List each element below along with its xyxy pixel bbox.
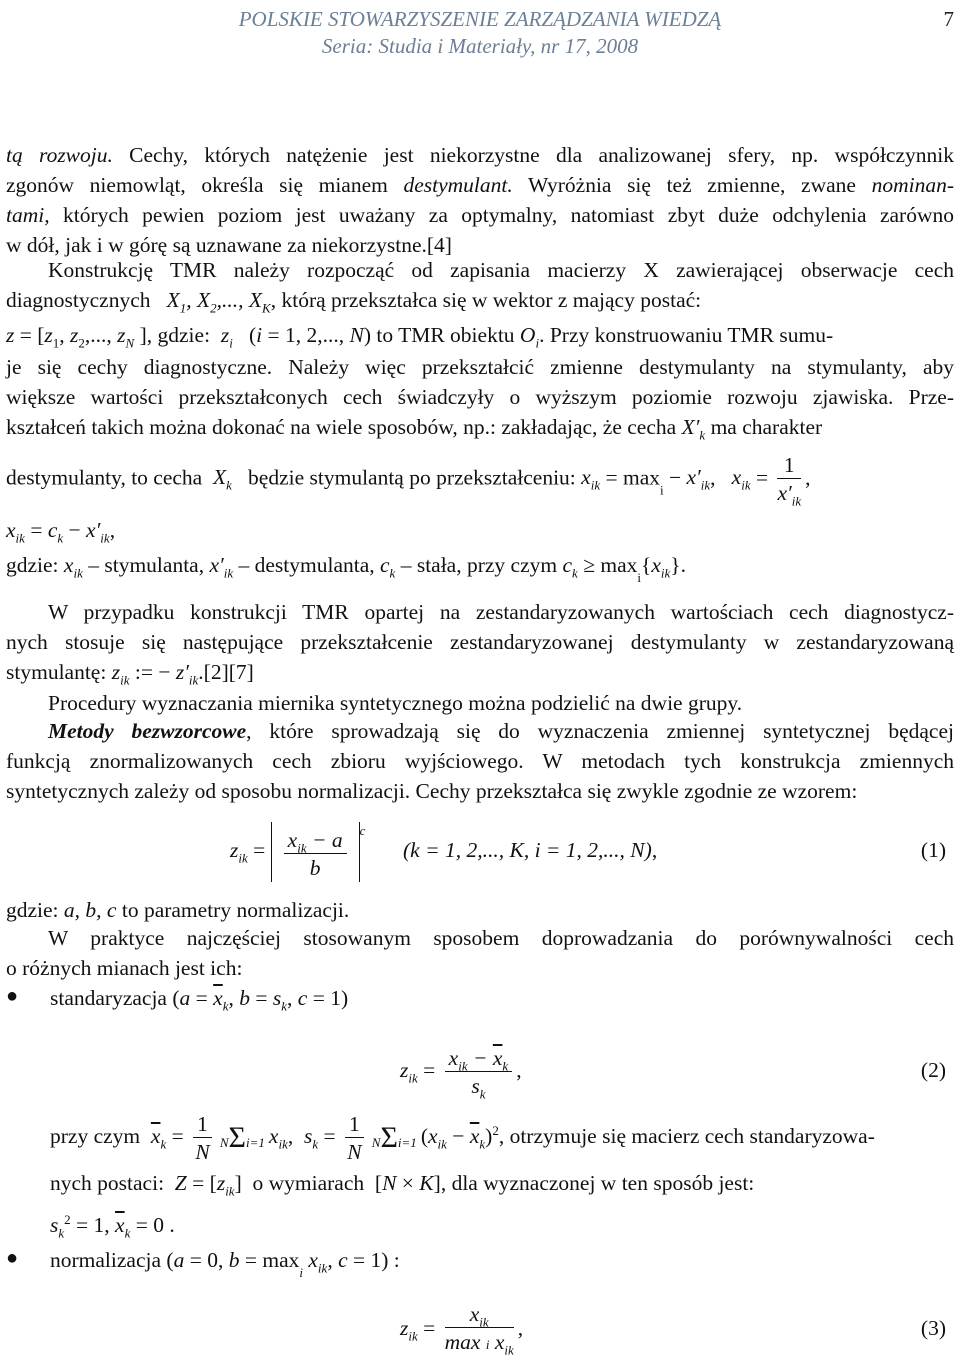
p3-line1: W przypadku konstrukcji TMR opartej na zestandaryzowanych wartościach cech diagnostycz- (48, 600, 954, 624)
p1-line1: tą rozwoju. Cechy, których natężenie jest niekorzystne dla analizowanej sfery, np. współczynnik (6, 143, 954, 167)
p2-line1: Konstrukcję TMR należy rozpocząć od zapisania macierzy X zawierającej obserwacje cech (48, 258, 954, 282)
p2-line7: destymulanty, to cecha $X_k$ będzie stymulantą po przekształceniu: $x_{ik} = \max_i - x'_{ik}$, $x_{ik}$ = $\frac{1}{x'_{ik}}$ , (6, 453, 811, 509)
p2-line3: $z = [z_1$, $z_2$,..., $z_N$ ], gdzie: $z_i$ (i = 1, 2,..., N) to TMR obiektu $O_i$. Przy konstruowaniu TMR sumu- (6, 323, 834, 351)
journal-title: POLSKIE STOWARZYSZENIE ZARZĄDZANIA WIEDZĄ (238, 7, 722, 31)
p2-line9: gdzie: $x_{ik}$ – stymulanta, $x'_{ik}$ – destymulanta, $c_k$ – stała, przy czym $c_k \ge \max_i\{x_{ik}\}$. (6, 553, 686, 585)
equation-2-label: (2) (920, 1058, 946, 1082)
p2-line8-formula: $x_{ik} = c_k - x'_{ik}$, (6, 518, 116, 546)
page-number: 7 (943, 7, 954, 31)
p5-line1: Metody bezwzorcowe, które sprowadzają się do wyznaczenia zmiennej syntetycznej będącej (48, 719, 954, 743)
p3-line2: nych stosuje się następujące przekształcenie zestandaryzowanej destymulanty w zestandaryzowaną (6, 630, 954, 654)
p6-line2: W praktyce najczęściej stosowanym sposobem doprowadzania do porównywalności cech (48, 926, 954, 950)
p2-line5: większe wartości przekształconych cech świadczyły o wyższym poziomie rozwoju zjawiska. Prze- (6, 385, 954, 409)
p6-line1: gdzie: a, b, c to parametry normalizacji. (6, 898, 350, 922)
p1-line4: w dół, jak i w górę są uznawane za niekorzystne.[4] (6, 233, 452, 257)
equation-3-label: (3) (920, 1316, 946, 1340)
bullet-icon: ● (6, 985, 19, 1007)
list-item-standaryzacja: standaryzacja ($a = \overline{x}_k$, $b = s_k$, c = 1) (50, 986, 349, 1014)
p5-line3: syntetycznych zależy od sposobu normalizacji. Cechy przekształca się zwykle zgodnie ze wzorem: (6, 779, 858, 803)
p1-line3: tami, których pewien poziom jest uważany za optymalny, natomiast zbyt duże odchylenia zarówno (6, 203, 954, 227)
p4-line1: Procedury wyznaczania miernika syntetycznego można podzielić na dwie grupy. (48, 691, 743, 715)
running-header (0, 6, 960, 60)
equation-3: $z_{ik}$ = $x_{ik}$ max i $x_{ik}$ , (3) (400, 1298, 954, 1359)
series-title: Seria: Studia i Materiały, nr 17, 2008 (321, 34, 639, 58)
bullet-icon: ● (6, 1247, 19, 1269)
p6-line3: o różnych mianach jest ich: (6, 956, 243, 980)
list-line-mean-std: przy czym $\overline{x}_k$ = $\frac{1}{N}$ NΣi=1 $x_{ik}$, $s_k$ = $\frac{1}{N}$ NΣi=1 $(x_{ik} - \overline{x}_k)^2$, otrzymuje się macierz cech standaryzowa- (50, 1111, 875, 1164)
p5-line2: funkcją znormalizowanych cech zbioru wyjściowego. W metodach tych konstrukcja zmiennych (6, 749, 954, 773)
list-line-matrix: nych postaci: $Z = [z_{ik}]$ o wymiarach [N × K], dla wyznaczonej w ten sposób jest: (50, 1171, 755, 1199)
equation-1-label: (1) (920, 838, 946, 862)
p2-line2: diagnostycznych $X_1$, $X_2$,..., $X_K$, którą przekształca się w wektor z mający postać: (6, 288, 702, 316)
p1-line2: zgonów niemowląt, określa się mianem destymulant. Wyróżnia się też zmienne, zwane nominan- (6, 173, 954, 197)
list-line-moments: $s_k^2 = 1$, $\overline{x}_k = 0$ . (50, 1211, 175, 1241)
p3-line3: stymulantę: $z_{ik}$ := − $z'_{ik}.[2][7]$ (6, 660, 254, 688)
p2-line4: je się cechy diagnostyczne. Należy więc przekształcić zmienne destymulanty na stymulanty, aby (6, 355, 954, 379)
p2-line6: kształceń takich można dokonać na wiele sposobów, np.: zakładając, że cecha $X'_k$ ma charakter (6, 415, 823, 443)
equation-1: $z_{ik}$ = $x_{ik} - a$ b $^c$ (k = 1, 2,..., K, i = 1, 2,..., N), (1) (230, 820, 954, 882)
list-item-normalizacja: normalizacja (a = 0, $b = \max_i x_{ik}$, c = 1) : (50, 1248, 400, 1280)
equation-2: $z_{ik}$ = $x_{ik} - \overline{x}_k$ $s_k$ , (2) (400, 1040, 954, 1100)
